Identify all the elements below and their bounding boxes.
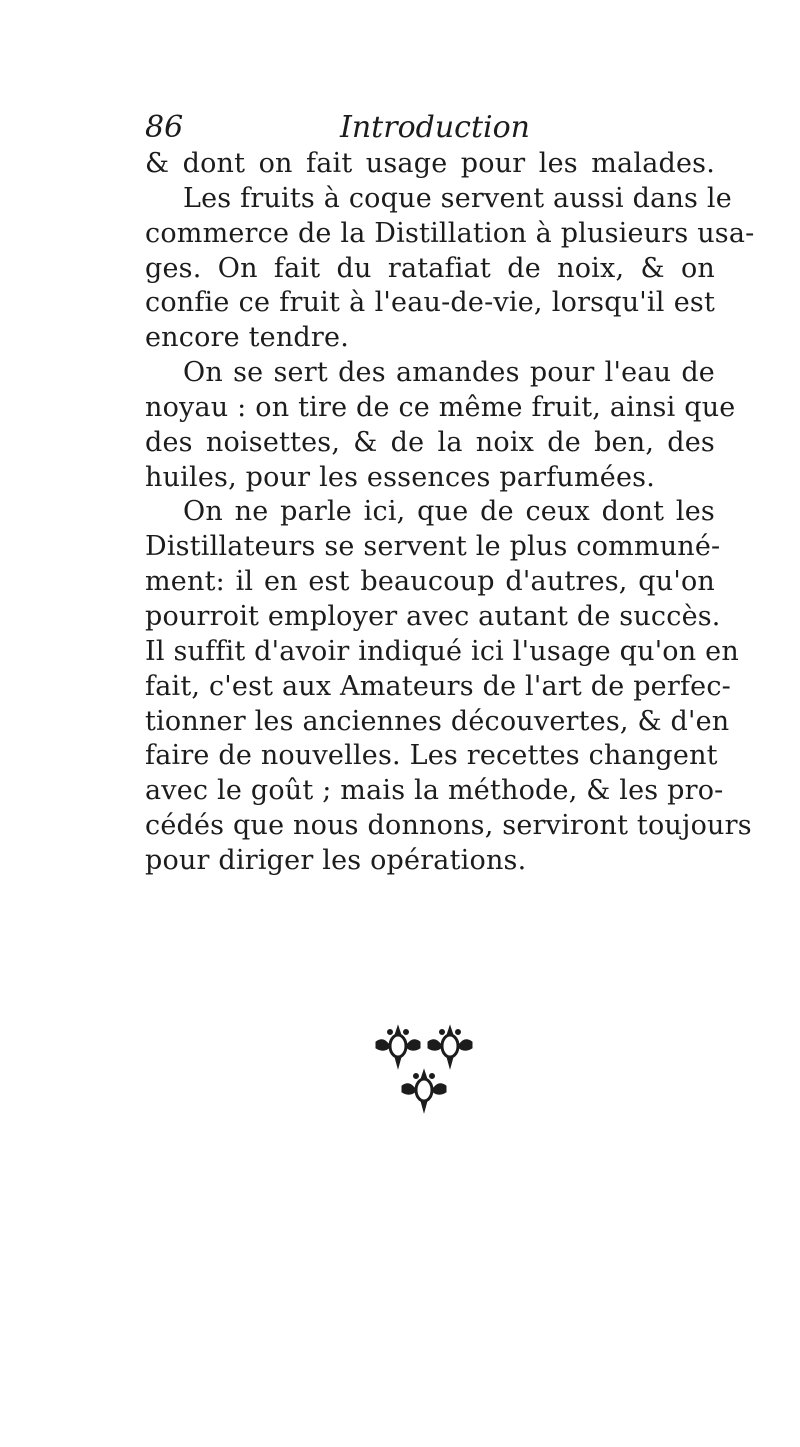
text-line: cédés que nous donnons, serviront toujours bbox=[145, 810, 752, 842]
text-line: avec le goût ; mais la méthode, & les pro- bbox=[145, 775, 724, 807]
text-line: ment: il en est beaucoup d'autres, qu'on bbox=[145, 566, 715, 598]
text-line: fait, c'est aux Amateurs de l'art de perfec- bbox=[145, 670, 731, 702]
text-line: commerce de la Distillation à plusieurs usa- bbox=[145, 217, 755, 249]
text-line: On se sert des amandes pour l'eau de bbox=[183, 357, 715, 389]
text-line: des noisettes, & de la noix de ben, des bbox=[145, 426, 715, 458]
text-line: noyau : on tire de ce même fruit, ainsi que bbox=[145, 391, 736, 423]
text-line: encore tendre. bbox=[145, 322, 349, 354]
page-number: 86 bbox=[145, 110, 184, 145]
running-head bbox=[145, 110, 715, 146]
text-line: pour diriger les opérations. bbox=[145, 844, 527, 876]
text-line: & dont on fait usage pour les malades. bbox=[145, 148, 715, 179]
text-line: On ne parle ici, que de ceux dont les bbox=[183, 496, 715, 528]
running-title: Introduction bbox=[340, 110, 530, 145]
text-line: faire de nouvelles. Les recettes changent bbox=[145, 740, 718, 772]
body-text bbox=[145, 147, 755, 879]
fleuron-ornament-icon bbox=[372, 1020, 476, 1120]
text-line: huiles, pour les essences parfumées. bbox=[145, 461, 655, 493]
text-line: Il suffit d'avoir indiqué ici l'usage qu'on en bbox=[145, 635, 739, 667]
text-line: Distillateurs se servent le plus communé- bbox=[145, 531, 721, 563]
text-line: confie ce fruit à l'eau-de-vie, lorsqu'il est bbox=[145, 287, 715, 319]
text-line: ges. On fait du ratafiat de noix, & on bbox=[145, 252, 715, 284]
text-line: tionner les anciennes découvertes, & d'en bbox=[145, 705, 730, 737]
text-line: pourroit employer avec autant de succès. bbox=[145, 600, 721, 632]
text-line: Les fruits à coque servent aussi dans le bbox=[183, 182, 732, 214]
